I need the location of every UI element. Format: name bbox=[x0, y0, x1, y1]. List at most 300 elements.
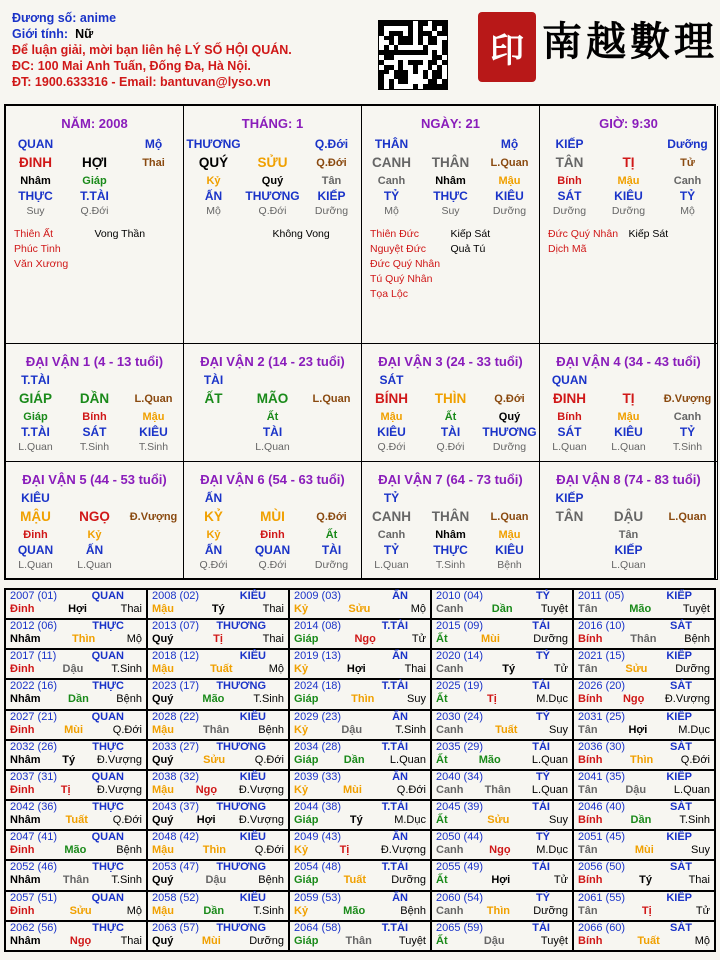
cell-value bbox=[302, 373, 361, 388]
year-star: QUAN bbox=[91, 891, 124, 904]
year-cell bbox=[431, 770, 573, 800]
cell-value: Canh bbox=[377, 175, 406, 187]
cell-value: Tân bbox=[618, 529, 639, 541]
year-star: TỶ bbox=[535, 831, 550, 844]
year-phase: M.Dục bbox=[536, 844, 568, 857]
year-branch: Dần bbox=[630, 814, 652, 827]
cell-value bbox=[540, 528, 599, 543]
year-stem: Bính bbox=[578, 753, 603, 766]
cell-value: Giáp bbox=[23, 411, 48, 423]
year-cell bbox=[431, 589, 573, 619]
cell-value bbox=[658, 543, 717, 558]
year-phase: Bệnh bbox=[258, 874, 284, 887]
year-cell bbox=[289, 649, 431, 679]
year-cell bbox=[5, 710, 147, 740]
year-cell bbox=[147, 891, 289, 921]
year-phase: Thai bbox=[120, 603, 142, 615]
year-cell bbox=[289, 921, 431, 951]
year-branch: Mão bbox=[629, 603, 652, 615]
bad-star: Không Vong bbox=[272, 228, 330, 240]
year-star: KIẾP bbox=[666, 650, 692, 663]
year-label: 2061 (55) bbox=[578, 891, 626, 904]
year-star: TỶ bbox=[535, 590, 550, 602]
year-branch: Hợi bbox=[628, 723, 648, 736]
year-branch: Hợi bbox=[68, 603, 87, 615]
cell-value: Dưỡng bbox=[314, 559, 349, 571]
year-phase: Thai bbox=[688, 874, 710, 887]
year-cell bbox=[289, 830, 431, 860]
cell-value: TỶ bbox=[383, 189, 400, 203]
cell-value: T.TÀI bbox=[21, 373, 50, 387]
year-star: ẤN bbox=[392, 891, 408, 904]
year-label: 2042 (36) bbox=[10, 801, 58, 814]
cell-value: HỢI bbox=[81, 155, 108, 170]
year-phase: Mộ bbox=[126, 904, 142, 917]
cell-title: ĐẠI VẬN 1 (4 - 13 tuổi) bbox=[25, 354, 164, 369]
cell-value: KIÊU bbox=[139, 425, 168, 439]
cell-value bbox=[658, 528, 717, 543]
year-branch: Tị bbox=[339, 844, 350, 857]
pillar-cell bbox=[6, 106, 184, 344]
cell-value bbox=[243, 373, 302, 388]
year-phase: Bệnh bbox=[400, 904, 426, 917]
year-label: 2025 (19) bbox=[436, 680, 484, 693]
cell-value: DẬU bbox=[613, 509, 644, 524]
cell-value: Mộ bbox=[144, 137, 163, 151]
year-cell bbox=[147, 830, 289, 860]
year-cell bbox=[573, 740, 715, 770]
cell-value: L.Quan bbox=[374, 559, 409, 571]
year-star: KIẾP bbox=[666, 891, 692, 904]
cell-value: Q.Đới bbox=[258, 205, 287, 217]
year-cell bbox=[289, 770, 431, 800]
year-branch: Hợi bbox=[196, 814, 216, 827]
cell-value bbox=[421, 373, 480, 388]
year-star: SÁT bbox=[670, 861, 692, 874]
year-phase: T.Sinh bbox=[111, 663, 142, 676]
year-phase: Tuyệt bbox=[398, 934, 426, 947]
year-label: 2059 (53) bbox=[294, 891, 342, 904]
cell-value: L.Quan bbox=[668, 511, 707, 523]
cell-value: ĐINH bbox=[19, 155, 52, 170]
year-stem: Tân bbox=[578, 603, 598, 615]
year-star: T.TÀI bbox=[381, 680, 408, 693]
year-label: 2026 (20) bbox=[578, 680, 626, 693]
cell-value: L.Quan bbox=[18, 559, 53, 571]
cell-value: Mậu bbox=[498, 529, 521, 541]
year-branch: Tý bbox=[349, 814, 363, 827]
year-branch: Tý bbox=[639, 874, 652, 887]
year-cell bbox=[147, 800, 289, 830]
cell-value bbox=[243, 491, 302, 506]
cell-value: Q.Đới bbox=[316, 157, 347, 169]
year-stem: Kỷ bbox=[294, 844, 309, 857]
cell-value bbox=[65, 137, 124, 152]
year-cell bbox=[5, 830, 147, 860]
cell-value: Bệnh bbox=[497, 559, 522, 571]
year-cell bbox=[147, 770, 289, 800]
year-cell bbox=[289, 891, 431, 921]
year-star: QUAN bbox=[91, 831, 124, 844]
cell-value: Dưỡng bbox=[552, 205, 587, 217]
bad-star: Quả Tú bbox=[450, 243, 486, 255]
year-branch: Mùi bbox=[634, 844, 654, 857]
year-star: QUAN bbox=[91, 710, 124, 723]
year-branch: Thìn bbox=[72, 633, 96, 646]
cell-value bbox=[124, 491, 183, 506]
cell-value: Đinh bbox=[260, 529, 285, 541]
year-phase: Mộ bbox=[268, 663, 284, 676]
qr-code bbox=[378, 20, 448, 90]
contact-invite: Để luận giải, mời bạn liên hệ LÝ SỐ HỘI QUÁN. bbox=[12, 43, 292, 57]
cell-value: Mậu bbox=[142, 411, 165, 423]
year-stem: Quý bbox=[152, 814, 174, 827]
year-branch: Sửu bbox=[69, 904, 92, 917]
year-label: 2050 (44) bbox=[436, 831, 484, 844]
year-branch: Mão bbox=[64, 844, 87, 857]
cell-value: L.Quan bbox=[134, 393, 173, 405]
year-label: 2062 (56) bbox=[10, 921, 58, 934]
year-label: 2018 (12) bbox=[152, 650, 200, 663]
year-label: 2034 (28) bbox=[294, 740, 342, 753]
cell-value: Canh bbox=[673, 411, 702, 423]
year-stem: Tân bbox=[578, 904, 598, 917]
cell-value: Tân bbox=[321, 175, 342, 187]
year-cell bbox=[289, 860, 431, 890]
year-cell bbox=[573, 589, 715, 619]
pillar-cell bbox=[184, 106, 362, 344]
year-branch: Dần bbox=[343, 753, 365, 766]
cell-value: Dưỡng bbox=[314, 205, 349, 217]
cell-value: Q.Đới bbox=[199, 559, 228, 571]
dai-van-cell bbox=[540, 462, 718, 580]
cell-value: TÀI bbox=[203, 373, 224, 387]
year-phase: Đ.Vượng bbox=[96, 753, 142, 766]
year-stem: Quý bbox=[152, 934, 174, 947]
year-star: KIẾP bbox=[666, 710, 692, 723]
year-phase: Q.Đới bbox=[112, 723, 142, 736]
year-cell bbox=[573, 619, 715, 649]
year-label: 2043 (37) bbox=[152, 801, 200, 814]
cell-value: KIÊU bbox=[21, 491, 50, 505]
year-star: KIÊU bbox=[239, 770, 266, 783]
year-label: 2027 (21) bbox=[10, 710, 58, 723]
year-branch: Ngọ bbox=[69, 934, 92, 947]
cell-value bbox=[124, 174, 183, 189]
annual-table bbox=[4, 588, 716, 952]
cell-value: Quý bbox=[498, 411, 521, 423]
cell-value bbox=[599, 491, 658, 506]
year-cell bbox=[573, 891, 715, 921]
cell-title: NĂM: 2008 bbox=[61, 116, 128, 131]
cell-value: QUAN bbox=[17, 137, 54, 151]
year-cell bbox=[573, 679, 715, 709]
year-star: TÀI bbox=[532, 680, 550, 693]
cell-value bbox=[658, 373, 717, 388]
cell-value: TÀI bbox=[262, 425, 283, 439]
year-phase: Bệnh bbox=[116, 693, 142, 706]
cell-title: ĐẠI VẬN 4 (34 - 43 tuổi) bbox=[556, 354, 701, 369]
year-stem: Quý bbox=[152, 633, 174, 646]
cell-value: Quý bbox=[261, 175, 284, 187]
year-cell bbox=[147, 860, 289, 890]
year-star: TÀI bbox=[532, 861, 550, 874]
cell-value: THÂN bbox=[431, 155, 470, 170]
year-phase: Q.Đới bbox=[254, 844, 284, 857]
cell-value: THƯƠNG bbox=[245, 189, 300, 203]
year-star: KIÊU bbox=[239, 831, 266, 844]
year-star: THỰC bbox=[92, 861, 124, 874]
year-cell bbox=[431, 679, 573, 709]
year-stem: Ất bbox=[436, 633, 448, 646]
cell-title: ĐẠI VẬN 5 (44 - 53 tuổi) bbox=[22, 472, 167, 487]
year-star: TÀI bbox=[532, 801, 550, 814]
cell-value: QUAN bbox=[551, 373, 588, 387]
year-stem: Tân bbox=[578, 783, 598, 796]
year-star: THƯƠNG bbox=[216, 861, 266, 874]
year-label: 2051 (45) bbox=[578, 831, 626, 844]
year-cell bbox=[147, 649, 289, 679]
year-stem: Giáp bbox=[294, 693, 319, 706]
year-cell bbox=[147, 589, 289, 619]
cell-value: TỶ bbox=[679, 425, 696, 439]
year-stem: Đinh bbox=[10, 904, 35, 917]
year-star: T.TÀI bbox=[381, 620, 408, 633]
year-stem: Ất bbox=[436, 874, 448, 887]
year-cell bbox=[431, 830, 573, 860]
year-phase: Suy bbox=[549, 723, 568, 736]
cell-value: Mộ bbox=[680, 205, 695, 217]
year-branch: Tị bbox=[60, 783, 71, 796]
year-phase: Thai bbox=[120, 934, 142, 947]
year-label: 2020 (14) bbox=[436, 650, 484, 663]
year-star: ẤN bbox=[392, 710, 408, 723]
cell-value: ẤN bbox=[204, 491, 223, 505]
year-label: 2056 (50) bbox=[578, 861, 626, 874]
year-phase: Thai bbox=[262, 633, 284, 646]
cell-title: ĐẠI VẬN 2 (14 - 23 tuổi) bbox=[200, 354, 345, 369]
cell-value: L.Quan bbox=[490, 157, 529, 169]
year-cell bbox=[431, 649, 573, 679]
chart-grid bbox=[4, 104, 716, 580]
year-branch: Ngọ bbox=[489, 844, 511, 857]
cell-value bbox=[540, 543, 599, 558]
year-phase: Đ.Vượng bbox=[96, 783, 142, 796]
cell-value: Nhâm bbox=[435, 529, 466, 541]
year-label: 2045 (39) bbox=[436, 801, 484, 814]
year-stem: Tân bbox=[578, 663, 598, 676]
cell-value bbox=[480, 491, 539, 506]
year-cell bbox=[147, 679, 289, 709]
year-stem: Đinh bbox=[10, 723, 35, 736]
cell-value: Bính bbox=[557, 175, 582, 187]
cell-value: L.Quan bbox=[552, 441, 587, 453]
year-cell bbox=[147, 619, 289, 649]
year-star: TÀI bbox=[532, 921, 550, 934]
cell-value: L.Quan bbox=[18, 441, 53, 453]
year-stem: Kỷ bbox=[294, 904, 309, 917]
cell-value: Thai bbox=[142, 157, 165, 169]
year-cell bbox=[5, 860, 147, 890]
year-stem: Ất bbox=[436, 814, 448, 827]
year-label: 2063 (57) bbox=[152, 921, 200, 934]
cell-value: MÃO bbox=[256, 391, 289, 406]
year-cell bbox=[5, 740, 147, 770]
year-star: SÁT bbox=[670, 740, 692, 753]
cell-value: TÀI bbox=[440, 425, 461, 439]
year-label: 2060 (54) bbox=[436, 891, 484, 904]
year-cell bbox=[573, 770, 715, 800]
year-star: KIÊU bbox=[239, 650, 266, 663]
cell-value: Q.Đới bbox=[494, 393, 525, 405]
year-branch: Thân bbox=[484, 783, 511, 796]
cell-value: ẤT bbox=[204, 391, 223, 406]
year-label: 2028 (22) bbox=[152, 710, 200, 723]
year-star: KIẾP bbox=[666, 831, 692, 844]
year-branch: Thìn bbox=[630, 753, 654, 766]
year-star: TỶ bbox=[535, 891, 550, 904]
year-star: QUAN bbox=[91, 590, 124, 602]
cell-value: Q.Đới bbox=[377, 441, 406, 453]
cell-value bbox=[243, 137, 302, 152]
year-label: 2022 (16) bbox=[10, 680, 58, 693]
year-cell bbox=[431, 740, 573, 770]
year-label: 2033 (27) bbox=[152, 740, 200, 753]
cell-value: T.Sinh bbox=[79, 441, 110, 453]
cell-value: Ất bbox=[325, 529, 338, 541]
year-branch: Tý bbox=[502, 663, 516, 676]
year-star: KIẾP bbox=[666, 590, 692, 602]
year-stem: Bính bbox=[578, 934, 603, 947]
cell-value: Bính bbox=[82, 411, 107, 423]
year-stem: Canh bbox=[436, 663, 464, 676]
cell-title: GIỜ: 9:30 bbox=[599, 116, 658, 131]
year-label: 2039 (33) bbox=[294, 770, 342, 783]
year-cell bbox=[5, 619, 147, 649]
year-cell bbox=[5, 589, 147, 619]
cell-value: SÁT bbox=[557, 425, 582, 439]
good-star: Tọa Lộc bbox=[370, 288, 408, 300]
year-label: 2055 (49) bbox=[436, 861, 484, 874]
cell-value: Đinh bbox=[23, 529, 48, 541]
year-branch: Thân bbox=[630, 633, 657, 646]
cell-value: KIẾP bbox=[555, 491, 584, 505]
cell-value: Dưỡng bbox=[492, 441, 527, 453]
brand-title: 南越數理 bbox=[542, 18, 718, 65]
gender-line: Giới tính: Nữ bbox=[12, 27, 94, 41]
year-branch: Dậu bbox=[625, 783, 647, 796]
year-branch: Ngọ bbox=[622, 693, 645, 706]
cell-value: SÁT bbox=[557, 189, 582, 203]
year-branch: Mùi bbox=[480, 633, 500, 646]
year-star: KIÊU bbox=[239, 590, 266, 602]
year-star: THƯƠNG bbox=[216, 680, 266, 693]
cell-value bbox=[124, 189, 183, 204]
year-branch: Tị bbox=[641, 904, 652, 917]
year-star: T.TÀI bbox=[381, 921, 408, 934]
year-label: 2040 (34) bbox=[436, 770, 484, 783]
cell-value: SÁT bbox=[379, 373, 404, 387]
good-star: Văn Xương bbox=[14, 258, 69, 270]
cell-value bbox=[421, 137, 480, 152]
cell-value: Bính bbox=[557, 411, 582, 423]
year-branch: Tý bbox=[211, 603, 225, 615]
year-cell bbox=[289, 679, 431, 709]
year-label: 2023 (17) bbox=[152, 680, 200, 693]
year-label: 2032 (26) bbox=[10, 740, 58, 753]
cell-value: L.Quan bbox=[611, 559, 646, 571]
year-cell bbox=[431, 710, 573, 740]
cell-value: Q.Đới bbox=[80, 205, 109, 217]
year-label: 2047 (41) bbox=[10, 831, 58, 844]
year-cell bbox=[5, 679, 147, 709]
cell-value: SÁT bbox=[82, 425, 107, 439]
cell-value: KIÊU bbox=[614, 425, 643, 439]
year-branch: Tuất bbox=[495, 723, 518, 736]
bad-star: Kiếp Sát bbox=[628, 228, 669, 240]
cell-value: Canh bbox=[673, 175, 702, 187]
year-phase: Dưỡng bbox=[533, 633, 568, 646]
year-phase: M.Dục bbox=[394, 814, 426, 827]
year-stem: Ất bbox=[436, 934, 448, 947]
cell-value: CANH bbox=[372, 509, 411, 524]
cell-value bbox=[599, 137, 658, 152]
year-star: ẤN bbox=[392, 650, 408, 663]
year-phase: Mộ bbox=[694, 934, 710, 947]
good-star: Thiên Ất bbox=[14, 228, 54, 240]
year-stem: Giáp bbox=[294, 814, 319, 827]
year-phase: T.Sinh bbox=[679, 814, 710, 827]
year-branch: Tuất bbox=[637, 934, 660, 947]
cell-value bbox=[124, 528, 183, 543]
year-phase: Bệnh bbox=[684, 633, 710, 646]
year-label: 2015 (09) bbox=[436, 620, 484, 633]
year-phase: Dưỡng bbox=[249, 934, 284, 947]
cell-value: Kỷ bbox=[206, 529, 221, 541]
year-phase: M.Dục bbox=[536, 693, 568, 706]
cell-value: Mậu bbox=[498, 175, 521, 187]
cell-title: ĐẠI VẬN 6 (54 - 63 tuổi) bbox=[200, 472, 345, 487]
year-stem: Kỷ bbox=[294, 603, 309, 615]
year-stem: Ất bbox=[436, 753, 448, 766]
year-phase: Suy bbox=[407, 693, 426, 706]
cell-value: SỬU bbox=[257, 155, 288, 170]
year-star: KIÊU bbox=[239, 891, 266, 904]
cell-value: TỶ bbox=[383, 543, 400, 557]
year-star: THƯƠNG bbox=[216, 801, 266, 814]
year-label: 2007 (01) bbox=[10, 590, 58, 602]
year-cell bbox=[289, 740, 431, 770]
year-stem: Mậu bbox=[152, 663, 174, 676]
year-cell bbox=[573, 710, 715, 740]
year-stem: Đinh bbox=[10, 663, 35, 676]
year-branch: Tị bbox=[213, 633, 223, 646]
year-cell bbox=[431, 619, 573, 649]
cell-value: Dưỡng bbox=[611, 205, 646, 217]
good-star: Đức Quý Nhân bbox=[370, 258, 441, 270]
year-cell bbox=[147, 921, 289, 951]
year-label: 2064 (58) bbox=[294, 921, 342, 934]
year-star: TỶ bbox=[535, 650, 550, 663]
cell-value: Q.Đới bbox=[258, 559, 287, 571]
cell-value bbox=[65, 491, 124, 506]
year-branch: Dần bbox=[68, 693, 89, 706]
year-stem: Bính bbox=[578, 874, 603, 887]
year-stem: Giáp bbox=[294, 633, 319, 646]
cell-value: Suy bbox=[26, 205, 45, 217]
cell-value: THƯƠNG bbox=[186, 137, 241, 151]
cell-value bbox=[184, 410, 243, 425]
